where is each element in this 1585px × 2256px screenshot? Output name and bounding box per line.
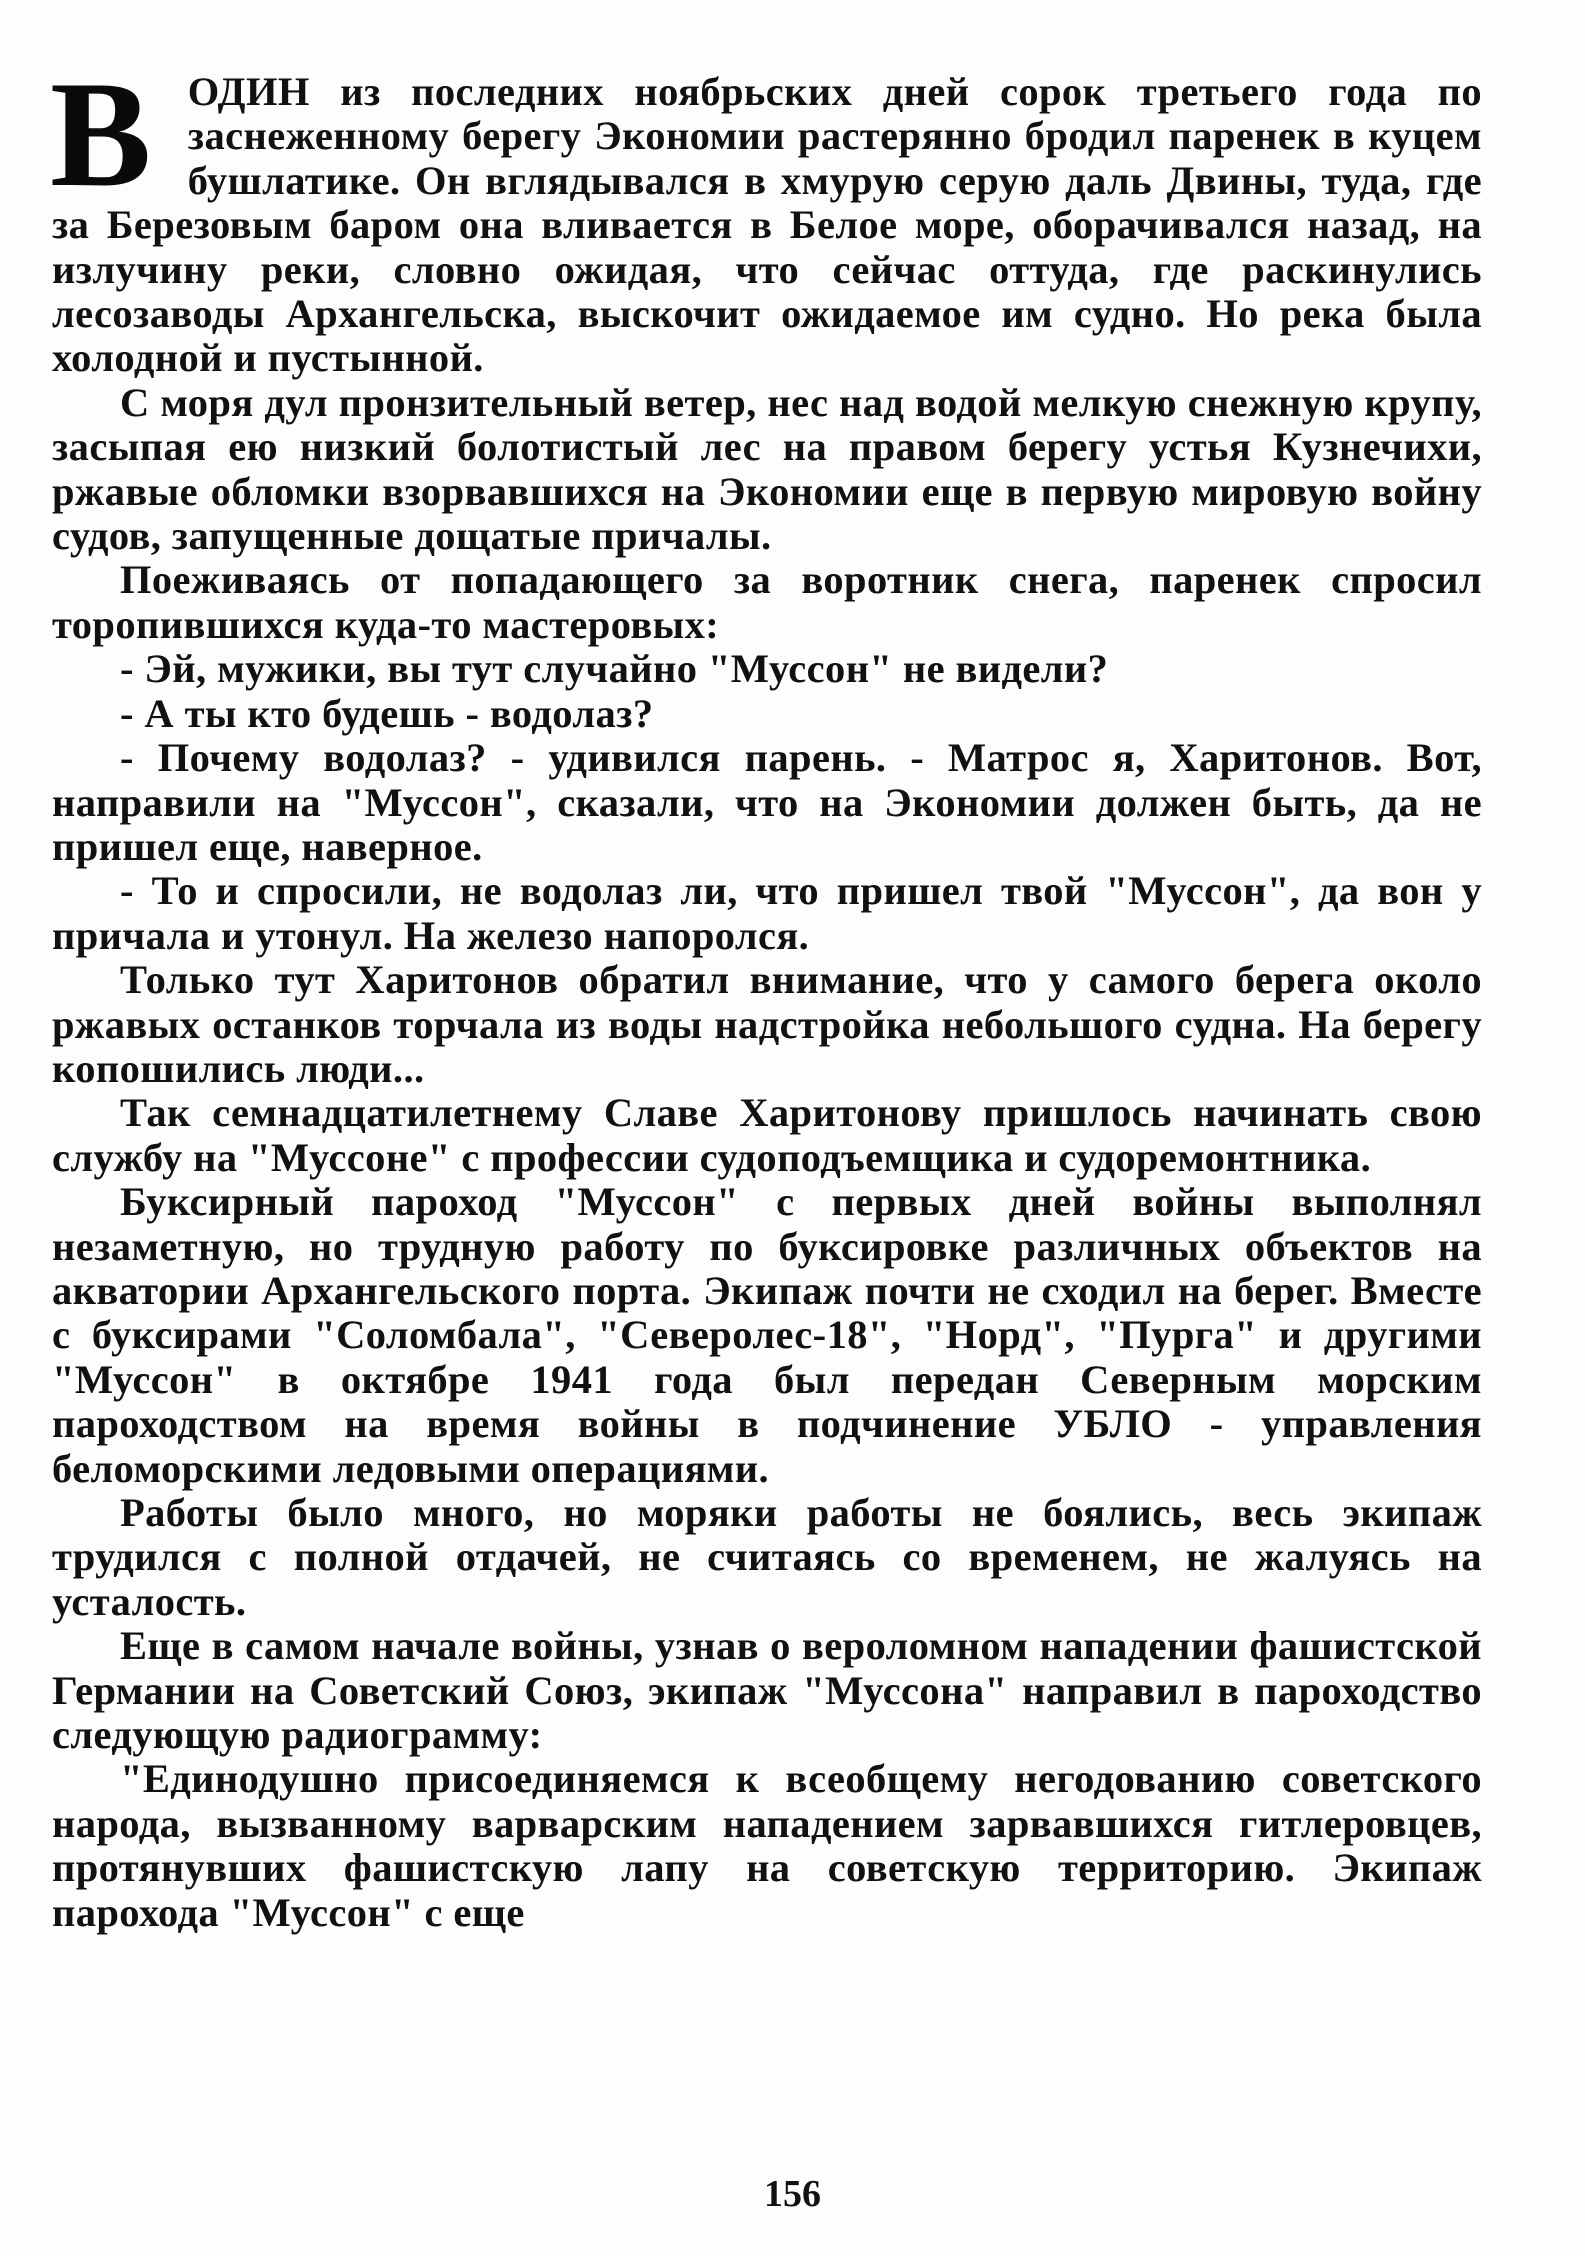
paragraph-4: Только тут Харитонов обратил внимание, что у самого берега около ржавых останков торчала из воды надстройка небольшого судна. На берегу копошились люди... xyxy=(52,957,1482,1091)
dialogue-line-3: - Почему водолаз? - удивился парень. - Матрос я, Харитонов. Вот, направили на "Муссон", сказали, что на Экономии должен быть, да не пришел еще, наверное. xyxy=(52,735,1482,869)
dialogue-line-2: - А ты кто будешь - водолаз? xyxy=(120,690,654,736)
paragraph-7: Работы было много, но моряки работы не боялись, весь экипаж трудился с полной отдачей, не считаясь со временем, не жалуясь на усталость. xyxy=(52,1490,1482,1624)
paragraph-3: Поеживаясь от попадающего за воротник снега, паренек спросил торопившихся куда-то мастеровых: xyxy=(52,557,1482,647)
paragraph-5: Так семнадцатилетнему Славе Харитонову пришлось начинать свою службу на "Муссоне" с профессии судоподъемщика и судоремонтника. xyxy=(52,1090,1482,1180)
paragraph-1 xyxy=(50,50,1482,381)
paragraph-2: С моря дул пронзительный ветер, нес над водой мелкую снежную крупу, засыпая ею низкий болотистый лес на правом берегу устья Кузнечихи, ржавые обломки взорвавшихся на Экономии еще в первую мировую войну судов, запущенные дощатые причалы. xyxy=(52,379,1482,559)
paragraph-9-radiogram: "Единодушно присоединяемся к всеобщему негодованию советского народа, вызванному варварским нападением зарвавшихся гитлеровцев, протянувших фашистскую лапу на советскую территорию. Экипаж парохода "Муссон" с еще xyxy=(52,1756,1482,1935)
paragraph-6: Буксирный пароход "Муссон" с первых дней войны выполнял незаметную, но трудную работу по буксировке различных объектов на акватории Архангельского порта. Экипаж почти не сходил на берег. Вместе с буксирами "Соломбала", "Северолес-18", "Норд", "Пурга" и другими "Муссон" в октябре 1941 года был передан Северным морским пароходством на время войны в подчинение УБЛО - управления беломорскими ледовыми операциями. xyxy=(52,1179,1482,1491)
page-number: 156 xyxy=(764,2173,821,2215)
body-text xyxy=(50,50,1482,1935)
paragraph-8: Еще в самом начале войны, узнав о вероломном нападении фашистской Германии на Советский Союз, экипаж "Муссона" направил в пароходство следующую радиограмму: xyxy=(52,1623,1482,1758)
dialogue-line-1: - Эй, мужики, вы тут случайно "Муссон" не видели? xyxy=(120,646,1109,692)
paragraph-1-text: ОДИН из последних ноябрьских дней сорок третьего года по заснеженному берегу Экономии растерянно бродил паренек в куцем бушлатике. Он вглядывался в хмурую серую даль Двины, туда, где за Березовым баром она вливается в Белое море, оборачивался назад, на излучину реки, словно ожидая, что сейчас оттуда, где раскинулись лесозаводы Архангельска, выскочит ожидаемое им судно. Но река была холодной и пустынной. xyxy=(52,69,1482,381)
dialogue-line-4: - То и спросили, не водолаз ли, что пришел твой "Муссон", да вон у причала и утонул. На железо напоролся. xyxy=(52,868,1482,958)
drop-cap-letter: В xyxy=(50,50,152,218)
